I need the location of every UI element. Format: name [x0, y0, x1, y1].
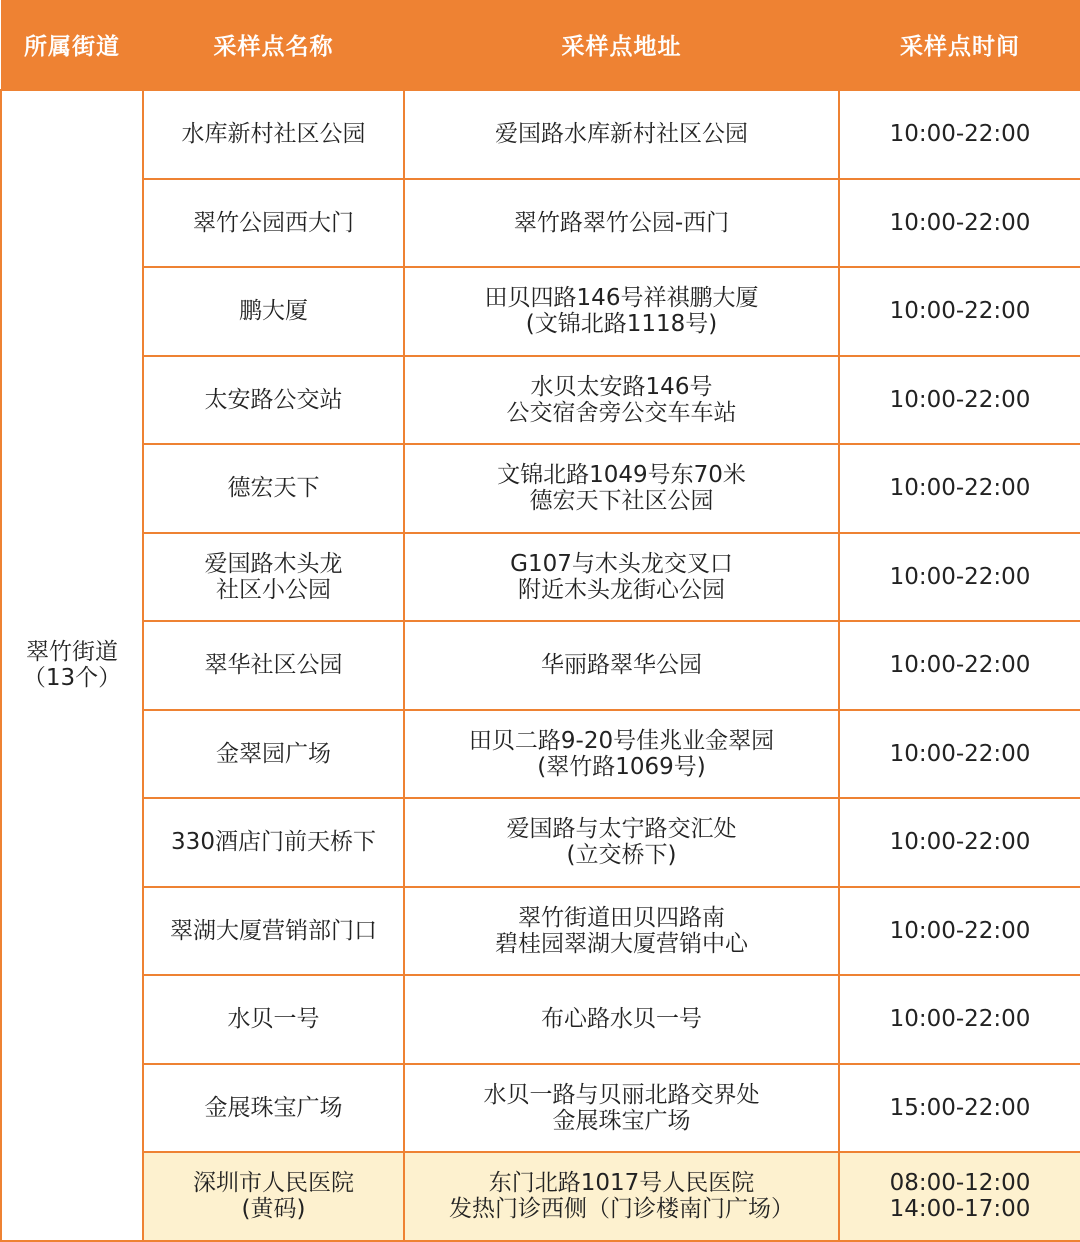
table-row — [1, 887, 1080, 976]
site-address-cell — [404, 1152, 839, 1241]
site-time-cell-line: 10:00-22:00 — [889, 740, 1031, 767]
site-name-cell-line: 翠竹公园西大门 — [193, 209, 354, 236]
site-address-cell-line: 田贝四路146号祥祺鹏大厦 — [484, 285, 759, 312]
site-time-cell-line: 10:00-22:00 — [889, 298, 1031, 325]
site-time-cell — [839, 90, 1080, 179]
street-cell — [1, 90, 143, 1241]
table-body — [1, 90, 1080, 1241]
site-time-cell — [839, 1152, 1080, 1241]
site-address-cell-line: 爱国路与太宁路交汇处 — [506, 816, 737, 843]
site-name-cell-line: 太安路公交站 — [204, 386, 343, 413]
site-name-cell-line: 爱国路木头龙 — [204, 550, 343, 577]
header-site-time: 采样点时间 — [839, 0, 1080, 90]
site-address-cell — [404, 1064, 839, 1153]
table-row — [1, 444, 1080, 533]
site-address-cell — [404, 710, 839, 799]
site-address-cell — [404, 179, 839, 268]
site-name-cell — [143, 1152, 404, 1241]
site-name-cell-line: 翠华社区公园 — [204, 652, 343, 679]
table-row — [1, 710, 1080, 799]
site-time-cell — [839, 533, 1080, 622]
site-address-cell — [404, 444, 839, 533]
site-time-cell — [839, 267, 1080, 356]
table-row — [1, 1152, 1080, 1241]
site-name-cell — [143, 1064, 404, 1153]
site-name-cell-line: 德宏天下 — [227, 475, 320, 502]
table-row — [1, 356, 1080, 445]
site-address-cell-line: 华丽路翠华公园 — [541, 652, 702, 679]
site-address-cell — [404, 621, 839, 710]
site-address-cell-line: 附近木头龙街心公园 — [518, 576, 725, 603]
table-row — [1, 798, 1080, 887]
site-address-cell-line: 爱国路水库新村社区公园 — [495, 121, 748, 148]
site-time-cell — [839, 444, 1080, 533]
site-time-cell-line: 08:00-12:00 — [889, 1170, 1031, 1197]
site-name-cell-line: 鹏大厦 — [239, 298, 308, 325]
site-address-cell-line: 水贝一路与贝丽北路交界处 — [483, 1081, 760, 1108]
site-name-cell — [143, 710, 404, 799]
table-row — [1, 179, 1080, 268]
site-name-cell-line: 水贝一号 — [227, 1006, 320, 1033]
table-row — [1, 90, 1080, 179]
site-time-cell-line: 10:00-22:00 — [889, 475, 1031, 502]
header-row — [1, 0, 1080, 90]
site-name-cell — [143, 356, 404, 445]
site-address-cell — [404, 798, 839, 887]
site-name-cell — [143, 798, 404, 887]
site-address-cell — [404, 533, 839, 622]
site-address-cell — [404, 356, 839, 445]
street-label: （13个） — [22, 665, 122, 692]
site-address-cell-line: (翠竹路1069号) — [537, 753, 706, 780]
site-address-cell — [404, 887, 839, 976]
site-name-cell — [143, 621, 404, 710]
site-address-cell-line: (立交桥下) — [566, 842, 677, 869]
site-time-cell-line: 10:00-22:00 — [889, 121, 1031, 148]
site-address-cell-line: G107与木头龙交叉口 — [510, 550, 733, 577]
table-row — [1, 267, 1080, 356]
site-time-cell-line: 15:00-22:00 — [889, 1094, 1031, 1121]
site-time-cell — [839, 710, 1080, 799]
street-label: 翠竹街道 — [26, 639, 118, 666]
site-time-cell-line: 10:00-22:00 — [889, 1006, 1031, 1033]
header-street: 所属街道 — [1, 0, 143, 90]
site-name-cell-line: (黄码) — [241, 1196, 306, 1223]
site-name-cell — [143, 533, 404, 622]
site-address-cell-line: 碧桂园翠湖大厦营销中心 — [495, 930, 748, 957]
site-time-cell — [839, 887, 1080, 976]
site-name-cell — [143, 179, 404, 268]
site-address-cell-line: 翠竹街道田贝四路南 — [518, 904, 725, 931]
site-time-cell-line: 10:00-22:00 — [889, 917, 1031, 944]
site-time-cell — [839, 975, 1080, 1064]
site-address-cell-line: 布心路水贝一号 — [541, 1006, 702, 1033]
header-site-name: 采样点名称 — [143, 0, 404, 90]
site-address-cell-line: 发热门诊西侧（门诊楼南门广场） — [449, 1196, 794, 1223]
site-address-cell-line: 公交宿舍旁公交车车站 — [506, 399, 737, 426]
site-address-cell-line: 田贝二路9-20号佳兆业金翠园 — [468, 727, 775, 754]
site-address-cell — [404, 90, 839, 179]
table-row — [1, 975, 1080, 1064]
site-name-cell — [143, 444, 404, 533]
site-name-cell — [143, 887, 404, 976]
site-time-cell — [839, 356, 1080, 445]
site-name-cell — [143, 90, 404, 179]
site-address-cell-line: 文锦北路1049号东70米 — [497, 462, 746, 489]
site-time-cell-line: 10:00-22:00 — [889, 652, 1031, 679]
site-address-cell-line: 翠竹路翠竹公园-西门 — [513, 209, 730, 236]
site-name-cell-line: 社区小公园 — [216, 576, 331, 603]
site-time-cell — [839, 798, 1080, 887]
table-row — [1, 533, 1080, 622]
site-time-cell — [839, 621, 1080, 710]
site-time-cell-line: 10:00-22:00 — [889, 386, 1031, 413]
site-name-cell — [143, 267, 404, 356]
site-name-cell-line: 330酒店门前天桥下 — [171, 829, 376, 856]
site-time-cell-line: 10:00-22:00 — [889, 209, 1031, 236]
site-address-cell-line: 东门北路1017号人民医院 — [488, 1170, 755, 1197]
header-site-address: 采样点地址 — [404, 0, 839, 90]
site-address-cell — [404, 267, 839, 356]
site-time-cell — [839, 179, 1080, 268]
site-time-cell-line: 10:00-22:00 — [889, 563, 1031, 590]
table-row — [1, 621, 1080, 710]
table-row — [1, 1064, 1080, 1153]
site-address-cell — [404, 975, 839, 1064]
site-time-cell — [839, 1064, 1080, 1153]
site-time-cell-line: 10:00-22:00 — [889, 829, 1031, 856]
site-address-cell-line: 水贝太安路146号 — [530, 373, 713, 400]
site-address-cell-line: 德宏天下社区公园 — [529, 488, 714, 515]
site-address-cell-line: 金展珠宝广场 — [552, 1107, 691, 1134]
site-time-cell-line: 14:00-17:00 — [889, 1196, 1031, 1223]
site-name-cell — [143, 975, 404, 1064]
site-name-cell-line: 金展珠宝广场 — [204, 1094, 343, 1121]
site-name-cell-line: 金翠园广场 — [216, 740, 331, 767]
site-name-cell-line: 水库新村社区公园 — [181, 121, 366, 148]
site-address-cell-line: (文锦北路1118号) — [525, 311, 718, 338]
site-name-cell-line: 深圳市人民医院 — [193, 1170, 354, 1197]
site-name-cell-line: 翠湖大厦营销部门口 — [170, 917, 377, 944]
